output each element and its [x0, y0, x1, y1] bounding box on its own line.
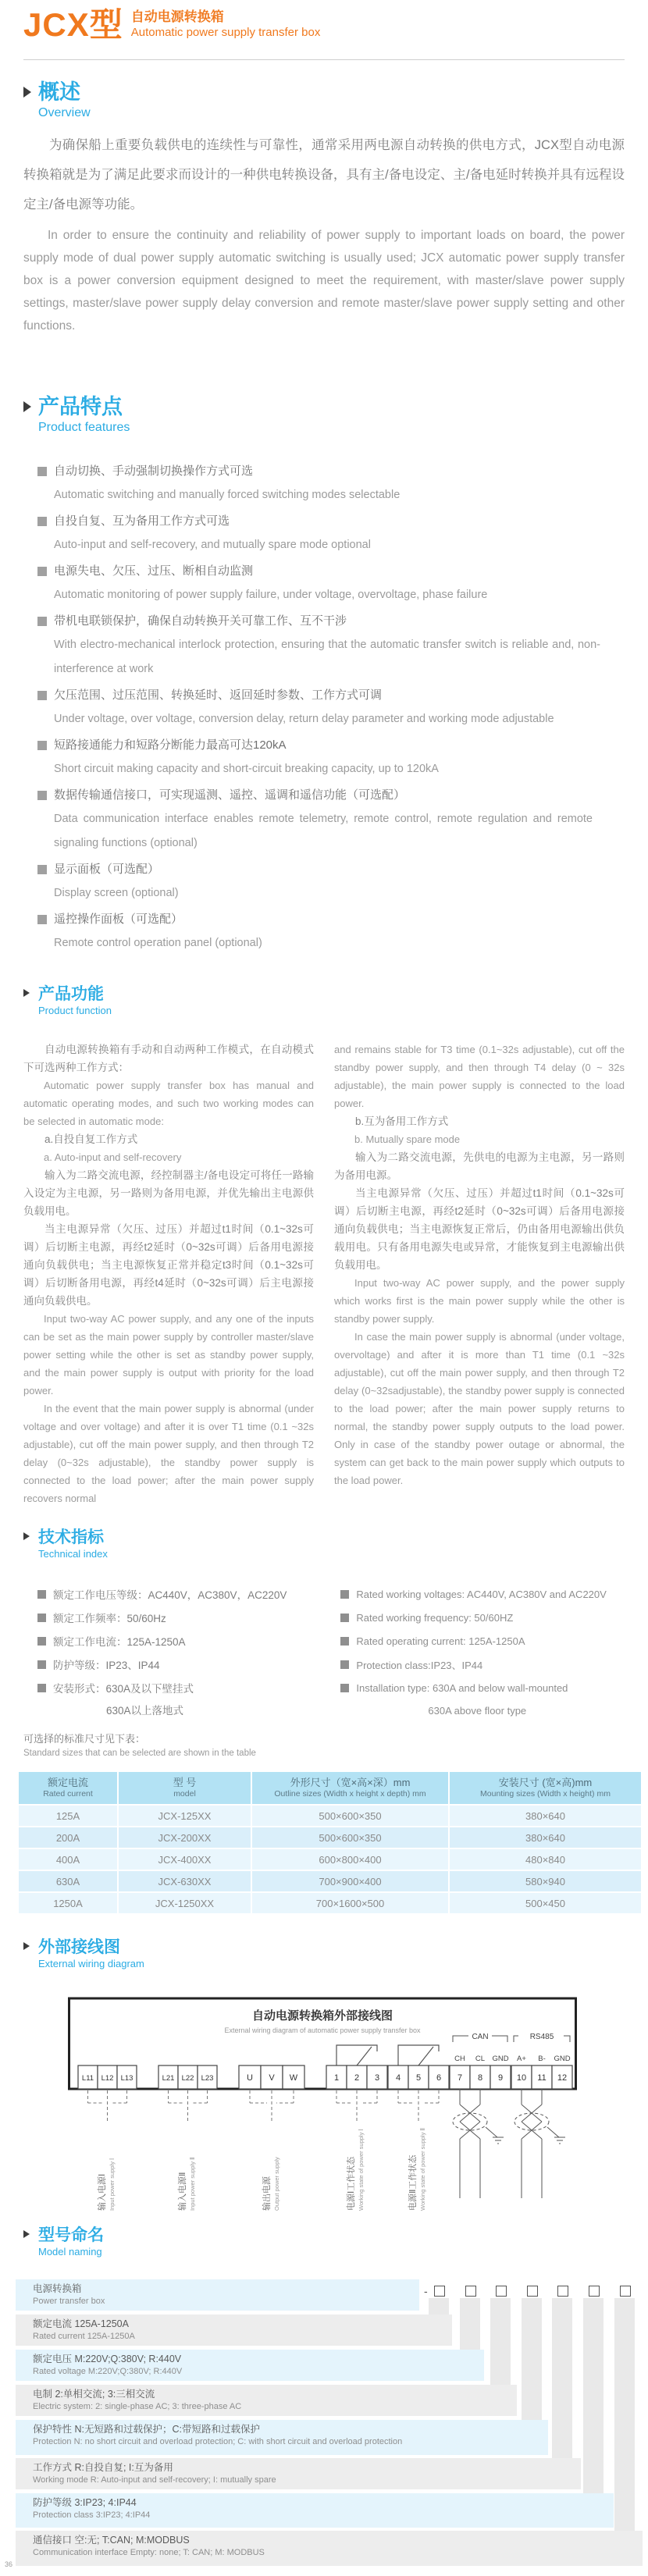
terminal-label: 7 [457, 2073, 463, 2083]
pin-label: GND [492, 2055, 509, 2063]
section-arrow-icon [23, 401, 31, 412]
function-paragraph: Automatic power supply transfer box has manual and automatic operating modes, and such two working modes can be selected in automatic mode: [23, 1080, 314, 1127]
group-label-en: Input power supply Ⅰ [109, 2158, 116, 2211]
feature-text-cn: 电源失电、欠压、过压、断相自动监测 [54, 564, 254, 578]
naming-row-cn: 工作方式 R:自投自复; I:互为备用 [33, 2462, 173, 2473]
product-title-block [131, 9, 321, 40]
tech-item [37, 1582, 327, 1606]
pin-label: A+ [517, 2055, 526, 2063]
header-en: Rated current [43, 1789, 93, 1799]
bullet-square-icon [37, 617, 47, 626]
terminal-label: 6 [436, 2073, 442, 2083]
tech-columns [23, 1582, 625, 1723]
size-table [17, 1770, 643, 1915]
header-cn: 额定电流 [47, 1777, 88, 1788]
terminal-label: V [269, 2073, 275, 2083]
function-paragraph: and remains stable for T3 time (0.1~32s adjustable), cut off the standby power supply, and then through T4 delay (0 ~ 32s adjustable), the main power supply is connected to the load power. [334, 1044, 625, 1109]
table-row [18, 1870, 642, 1892]
cell: JCX-400XX [118, 1848, 251, 1870]
can-twisted-pair [453, 2089, 504, 2198]
feature-en: Data communication interface enables remote telemetry, remote control, remote regulation and remote signaling functions (optional) [54, 813, 593, 849]
feature-en: Automatic switching and manually forced switching modes selectable [54, 489, 401, 501]
header-divider [23, 59, 625, 60]
group-label-cn: 输入电源Ⅱ [178, 2172, 187, 2211]
table-header-row [18, 1771, 642, 1805]
bullet-square-icon [37, 691, 47, 700]
model-code-box [496, 2286, 507, 2297]
naming-row-cn: 额定电流 125A-1250A [33, 2318, 129, 2329]
cell: 1250A [18, 1892, 118, 1914]
feature-en: Short circuit making capacity and short-circuit breaking capacity, up to 120kA [54, 763, 439, 775]
feature-item [37, 559, 625, 607]
section-arrow-icon [23, 1942, 30, 1950]
tech-item-extra: 630A above floor type [428, 1705, 527, 1717]
features-heading [23, 394, 625, 436]
feature-item [37, 459, 625, 507]
diagram-title-cn: 自动电源转换箱外部接线图 [251, 2009, 393, 2023]
feature-cn [37, 857, 625, 881]
naming-row [16, 2420, 548, 2455]
header-cn: 型 号 [173, 1777, 197, 1788]
bullet-square-icon [37, 791, 47, 800]
table-row [18, 1827, 642, 1848]
product-title-cn: 自动电源转换箱 [130, 9, 224, 24]
group-label-en: Working state of power supply Ⅰ [358, 2129, 365, 2211]
cell: 500×600×350 [251, 1805, 449, 1827]
cell: JCX-630XX [118, 1870, 251, 1892]
naming-row-en: Working mode R: Auto-input and self-recovery; I: mutually spare [33, 2475, 276, 2485]
tech-text: Rated operating current: 125A-1250A [356, 1635, 525, 1647]
feature-text-cn: 短路接通能力和短路分断能力最高可达120kA [54, 738, 287, 752]
feature-item [37, 907, 625, 955]
terminal-label: 11 [537, 2073, 547, 2083]
tech-text: 防护等级：IP23、IP44 [53, 1660, 160, 1671]
functions-heading [23, 985, 625, 1017]
feature-cn [37, 459, 625, 483]
overview-heading [23, 80, 625, 121]
header-en: Mounting sizes (Width x height) mm [480, 1789, 611, 1799]
feature-en: With electro-mechanical interlock protection, ensuring that the automatic transfer switch is reliable and, non-interference at work [54, 639, 600, 675]
feature-text-cn: 带机电联锁保护，确保自动转换开关可靠工作、互不干涉 [54, 614, 347, 628]
function-col-right [334, 1041, 625, 1507]
terminal-label: 9 [497, 2073, 504, 2083]
ladder-strip [583, 2298, 603, 2493]
terminal-label: U [247, 2073, 253, 2083]
bullet-square-icon [37, 467, 47, 476]
model-dash: - [424, 2285, 428, 2297]
cell: 400A [18, 1848, 118, 1870]
function-paragraph: 当主电源异常（欠压、过压）并超过t1时间（0.1~32s可调）后切断主电源，再经t2延时（0~32s可调）后备用电源接通向负载供电；当主电源恢复正常并稳定t3时间（0.1~32s可调）后切断备用电源，再经t4延时（0~32s可调）后主电源接通向负载供电。 [23, 1223, 314, 1307]
function-paragraph: b.互为备用工作方式 [355, 1115, 449, 1127]
naming-row-en: Rated current 125A-1250A [33, 2332, 135, 2341]
section-arrow-icon [23, 1532, 30, 1540]
bullet-square-icon [37, 1614, 46, 1622]
table-row [18, 1805, 642, 1827]
tech-text: 安装形式：630A及以下壁挂式 [53, 1683, 194, 1695]
feature-item [37, 857, 625, 906]
feature-text-cn: 自投自复、互为备用工作方式可选 [54, 514, 230, 528]
naming-row-en: Protection N: no short circuit and overload protection; C: with short circuit and overload protection [33, 2437, 403, 2446]
terminal-label: 1 [333, 2073, 340, 2083]
bullet-square-icon [37, 1660, 46, 1669]
feature-text-cn: 欠压范围、过压范围、转换延时、返回延时参数、工作方式可调 [54, 688, 383, 702]
can-bus-label: CAN [472, 2033, 489, 2041]
table-note-en: Standard sizes that can be selected are shown in the table [23, 1749, 256, 1758]
group-label-cn: 输出电源 [262, 2176, 272, 2211]
tech-item [37, 1629, 327, 1653]
feature-cn [37, 559, 625, 583]
section-functions [23, 985, 625, 1507]
section-title-cn: 技术指标 [38, 1528, 104, 1546]
col-rated-current [18, 1771, 118, 1805]
function-paragraph: 当主电源异常（欠压、过压）并超过t1时间（0.1~32s可调）后切断主电源，再经t2延时（0~32s可调）后备用电源接通向负载供电；当主电源恢复正常后，仍由备用电源输出供负载用电。只有备用电源失电或异常，才能恢复到主电源输出供负载用电。 [334, 1187, 625, 1271]
group-label-en: Output power supply [273, 2157, 280, 2211]
naming-row-cn: 防护等级 3:IP23; 4:IP44 [33, 2497, 137, 2508]
header-en: Outline sizes (Width x height x depth) mm [274, 1789, 426, 1799]
group-leads [88, 2090, 440, 2123]
ladder-strip [552, 2298, 572, 2458]
terminal-label: L13 [120, 2074, 134, 2083]
feature-text-cn: 遥控操作面板（可选配） [54, 913, 183, 926]
feature-en: Remote control operation panel (optional) [54, 937, 262, 949]
function-paragraph: a.自投自复工作方式 [45, 1133, 138, 1145]
ladder-strip [429, 2298, 449, 2314]
naming-row [16, 2279, 419, 2311]
cell: 580×940 [449, 1870, 642, 1892]
model-naming-ladder [0, 2226, 648, 2574]
feature-text-cn: 显示面板（可选配） [54, 863, 160, 876]
tech-text: Protection class:IP23、IP44 [356, 1659, 483, 1671]
section-features [23, 394, 625, 957]
section-title-cn: 概述 [38, 80, 80, 104]
bullet-square-icon [37, 517, 47, 526]
tech-text: Rated working frequency: 50/60HZ [356, 1611, 514, 1624]
cell: 500×450 [449, 1892, 642, 1914]
terminal-label: L11 [81, 2074, 94, 2083]
section-title-en: Product features [38, 421, 130, 434]
feature-item [37, 609, 625, 681]
pin-label: GND [554, 2055, 571, 2063]
naming-row-en: Protection class 3:IP23; 4:IP44 [33, 2510, 151, 2520]
cell: 500×600×350 [251, 1827, 449, 1848]
tech-col-cn [37, 1582, 327, 1723]
model-code-box [434, 2286, 445, 2297]
model-code-box [620, 2286, 631, 2297]
section-title-cn: 型号命名 [38, 2226, 104, 2244]
group-label-en: Working state of power supply Ⅱ [419, 2127, 426, 2211]
feature-item [37, 509, 625, 557]
section-title-en: Product function [38, 1005, 112, 1016]
feature-item [37, 733, 625, 781]
tech-heading [23, 1528, 625, 1560]
model-code-box [557, 2286, 568, 2297]
function-paragraph: b. Mutually spare mode [354, 1133, 461, 1145]
cell: 125A [18, 1805, 118, 1827]
model-code-box [527, 2286, 538, 2297]
header-cn: 安装尺寸 (宽×高)mm [498, 1777, 593, 1788]
cell: JCX-125XX [118, 1805, 251, 1827]
terminal-label: 5 [415, 2073, 422, 2083]
naming-row-en: Electric system: 2: single-phase AC; 3: three-phase AC [33, 2402, 242, 2411]
overview-paragraph-en: In order to ensure the continuity and reliability of power supply to important loads on board, the power supply mode of dual power supply automatic switching is usually used; JCX automatic power supply transfer box is a power conversion equipment designed to meet the requirement, with master/slave power supply settings, master/slave power supply delay conversion and remote master/slave power supply setting and other functions. [23, 229, 625, 333]
naming-row-en: Communication interface Empty: none; T: CAN; M: MODBUS [33, 2548, 265, 2557]
section-title-cn: 产品功能 [38, 985, 104, 1003]
tech-text: Rated working voltages: AC440V, AC380V and AC220V [356, 1588, 607, 1600]
naming-row [16, 2385, 517, 2416]
table-note-cn: 可选择的标准尺寸见下表： [23, 1733, 146, 1745]
function-paragraph: In the event that the main power supply is abnormal (under voltage and over voltage) and after it is over T1 time (0.1 ~32s adjustable), cut off the main power supply, and then through T2 delay (0~32s adjustable), the standby power supply is connected to the load power; after the main power supply recovers normal [23, 1403, 314, 1504]
pin-label: CH [454, 2055, 465, 2063]
tech-item [340, 1653, 625, 1676]
section-arrow-icon [23, 989, 30, 997]
section-title-en: Model naming [38, 2246, 102, 2258]
section-arrow-icon [23, 87, 31, 98]
product-model: JCX型 [23, 6, 123, 43]
ladder-strip [614, 2298, 635, 2531]
bullet-square-icon [37, 1637, 46, 1646]
col-mounting-sizes [449, 1771, 642, 1805]
tech-item [340, 1606, 625, 1629]
feature-en: Display screen (optional) [54, 887, 179, 899]
tech-item [37, 1653, 327, 1676]
switch-symbol-2 [398, 2045, 439, 2065]
tech-text: 额定工作电压等级：AC440V，AC380V，AC220V [53, 1589, 287, 1601]
section-title-en: Overview [38, 106, 91, 119]
tech-item [37, 1606, 327, 1629]
bullet-square-icon [340, 1637, 349, 1646]
cell: 700×1600×500 [251, 1892, 449, 1914]
ladder-strip [460, 2298, 480, 2350]
group-label-cn: 输入电源Ⅰ [98, 2173, 107, 2211]
function-paragraph: 自动电源转换箱有手动和自动两种工作模式，在自动模式下可选两种工作方式： [23, 1044, 314, 1073]
feature-cn [37, 907, 625, 931]
terminal-label: W [289, 2073, 298, 2083]
feature-item [37, 683, 625, 731]
cell: JCX-1250XX [118, 1892, 251, 1914]
header-cn: 外形尺寸（宽×高×深）mm [290, 1777, 411, 1788]
feature-text-cn: 自动切换、手动强制切换操作方式可选 [54, 464, 254, 478]
naming-row-en: Rated voltage M:220V;Q:380V; R:440V [33, 2367, 183, 2376]
pin-label: B- [538, 2055, 546, 2063]
feature-en: Under voltage, over voltage, conversion delay, return delay parameter and working mode adjustable [54, 713, 554, 725]
wiring-diagram [0, 1989, 648, 2223]
feature-cn [37, 509, 625, 533]
section-title-en: Technical index [38, 1548, 108, 1560]
bullet-square-icon [37, 915, 47, 924]
naming-row [16, 2314, 452, 2346]
tech-text: Installation type: 630A and below wall-mounted [356, 1681, 568, 1694]
model-code-box [465, 2286, 476, 2297]
feature-cn [37, 733, 625, 757]
terminal-label: L23 [201, 2074, 214, 2083]
function-paragraph: 输入为二路交流电源，经控制器主/备电设定可将任一路输入设定为主电源，另一路则为备用电源，并优先输出主电源供负载用电。 [23, 1169, 314, 1217]
naming-row [16, 2531, 643, 2566]
ladder-strip [490, 2298, 511, 2385]
tech-item-extra: 630A以上落地式 [106, 1705, 184, 1717]
function-paragraph: In case the main power supply is abnormal (under voltage, overvoltage) and after it is more than T1 time (0.1 ~32s adjustable), cut off the main power supply, and then through T2 delay (0~32sadjustable), the standby power supply is connected to the load power; after the main power supply returns to normal, the standby power supply outputs to the load power. Only in case of the standby power outage or abnormal, the system can get back to the main power supply which outputs to the load power. [334, 1331, 625, 1486]
pin-label: CL [475, 2055, 486, 2063]
function-paragraph: a. Auto-input and self-recovery [44, 1151, 182, 1163]
page-number: 36 [5, 2560, 13, 2568]
rs485-twisted-pair [514, 2089, 565, 2198]
cell: 380×640 [449, 1827, 642, 1848]
page-header [23, 8, 320, 42]
bullet-square-icon [37, 567, 47, 576]
feature-cn [37, 683, 625, 707]
bullet-square-icon [37, 1590, 46, 1599]
bullet-square-icon [340, 1590, 349, 1599]
header-en: model [173, 1789, 196, 1799]
ladder-strip [522, 2298, 542, 2420]
bullet-square-icon [37, 1684, 46, 1692]
feature-cn [37, 783, 625, 807]
terminal-label: 8 [477, 2073, 483, 2083]
cell: 700×900×400 [251, 1870, 449, 1892]
bullet-square-icon [37, 865, 47, 874]
tech-col-en [340, 1582, 625, 1723]
switch-symbol-1 [336, 2045, 377, 2065]
group-label-en: Input power supply Ⅱ [189, 2157, 196, 2211]
section-title-cn: 外部接线图 [38, 1938, 120, 1956]
function-paragraph: Input two-way AC power supply, and any one of the inputs can be set as the main power supply by controller master/slave power setting while the other is set as standby power supply, and the main power supply is output with priority for the load power. [23, 1313, 314, 1397]
function-columns [23, 1041, 625, 1507]
model-code-box [589, 2286, 600, 2297]
naming-row [16, 2458, 581, 2489]
function-paragraph: Input two-way AC power supply, and the power supply which works first is the main power supply while the other is standby power supply. [334, 1277, 625, 1325]
section-tech [23, 1528, 625, 1723]
col-outline-sizes [251, 1771, 449, 1805]
overview-paragraph-cn: 为确保船上重要负载供电的连续性与可靠性，通常采用两电源自动转换的供电方式，JCX型自动电源转换箱就是为了满足此要求而设计的一种供电转换设备，具有主/备电设定、主/备电延时转换并具有远程设定主/备电源等功能。 [23, 138, 625, 212]
function-col-left [23, 1041, 314, 1507]
function-paragraph: 输入为二路交流电源，先供电的电源为主电源，另一路则为备用电源。 [334, 1151, 625, 1181]
col-model [118, 1771, 251, 1805]
terminal-label: 3 [374, 2073, 380, 2083]
product-title-en: Automatic power supply transfer box [130, 26, 321, 39]
terminal-label: L12 [101, 2074, 114, 2083]
bullet-square-icon [340, 1684, 349, 1692]
table-row [18, 1892, 642, 1914]
bullet-square-icon [37, 741, 47, 750]
wiring-heading [23, 1938, 625, 1970]
naming-row-cn: 电源转换箱 [33, 2283, 82, 2294]
feature-en: Auto-input and self-recovery, and mutually spare mode optional [54, 539, 371, 551]
section-overview [23, 80, 625, 337]
cell: 200A [18, 1827, 118, 1848]
tech-text: 额定工作频率：50/60Hz [53, 1613, 166, 1624]
naming-row-en: Power transfer box [33, 2297, 105, 2306]
terminal-label: 12 [557, 2073, 568, 2083]
bullet-square-icon [340, 1614, 349, 1622]
section-wiring [23, 1938, 625, 1970]
terminal-label: L22 [181, 2074, 194, 2083]
table-row [18, 1848, 642, 1870]
tech-item [340, 1629, 625, 1653]
naming-row-cn: 通信接口 空:无; T:CAN; M:MODBUS [33, 2535, 190, 2546]
tech-text: 额定工作电流：125A-1250A [53, 1636, 186, 1648]
feature-list [37, 459, 625, 955]
terminal-label: 2 [354, 2073, 360, 2083]
cell: 380×640 [449, 1805, 642, 1827]
feature-cn [37, 609, 625, 633]
feature-text-cn: 数据传输通信接口，可实现遥测、遥控、遥调和遥信功能（可选配） [54, 788, 406, 802]
tech-item [340, 1582, 625, 1606]
naming-row [16, 2493, 614, 2528]
section-title-cn: 产品特点 [38, 395, 123, 418]
cell: JCX-200XX [118, 1827, 251, 1848]
terminal-label: 4 [395, 2073, 401, 2083]
group-label-cn: 电源Ⅱ工作状态 [408, 2154, 418, 2211]
naming-row [16, 2350, 484, 2381]
group-label-cn: 电源Ⅰ工作状态 [347, 2156, 356, 2211]
cell: 630A [18, 1870, 118, 1892]
naming-row-cn: 保护特性 N:无短路和过载保护；C:带短路和过载保护 [33, 2424, 260, 2435]
cell: 600×800×400 [251, 1848, 449, 1870]
terminal-label: L21 [162, 2074, 175, 2083]
tech-item [340, 1676, 625, 1699]
diagram-title-en: External wiring diagram of automatic power supply transfer box [224, 2026, 421, 2034]
rs485-bus-label: RS485 [529, 2033, 554, 2041]
section-size-table [23, 1731, 625, 1915]
feature-en: Automatic monitoring of power supply failure, under voltage, overvoltage, phase failure [54, 589, 488, 601]
bullet-square-icon [340, 1660, 349, 1669]
terminal-label: 10 [516, 2073, 527, 2083]
section-title-en: External wiring diagram [38, 1958, 144, 1969]
cell: 480×840 [449, 1848, 642, 1870]
feature-item [37, 783, 625, 856]
tech-item [37, 1676, 327, 1699]
naming-row-cn: 电制 2:单相交流; 3:三相交流 [33, 2389, 155, 2400]
naming-row-cn: 额定电压 M:220V;Q:380V; R:440V [33, 2354, 182, 2364]
